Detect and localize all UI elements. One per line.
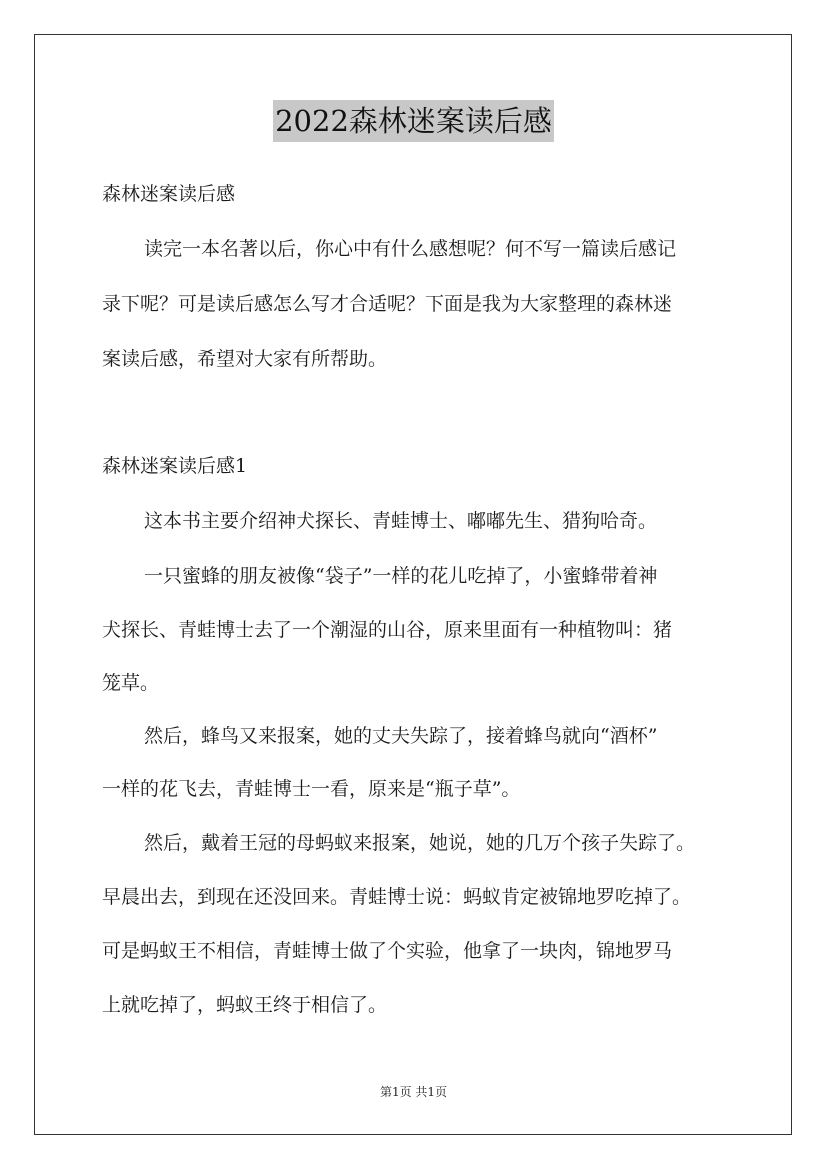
- intro-line: 读完一本名著以后，你心中有什么感想呢？何不写一篇读后感记: [144, 238, 677, 260]
- body-line: 然后，蜂鸟又来报案，她的丈夫失踪了，接着蜂鸟就向“酒杯”: [144, 725, 658, 747]
- document-title: 2022森林迷案读后感: [273, 100, 554, 142]
- body-line: 这本书主要介绍神犬探长、青蛙博士、嘟嘟先生、猎狗哈奇。: [144, 510, 658, 532]
- intro-line: 案读后感，希望对大家有所帮助。: [102, 348, 388, 370]
- body-line: 一只蜜蜂的朋友被像“袋子”一样的花儿吃掉了，小蜜蜂带着神: [144, 565, 658, 587]
- body-line: 早晨出去，到现在还没回来。青蛙博士说：蚂蚁肯定被锦地罗吃掉了。: [102, 886, 692, 908]
- title-container: [0, 100, 827, 142]
- body-line: 上就吃掉了，蚂蚁王终于相信了。: [102, 994, 388, 1016]
- body-line: 笼草。: [102, 672, 160, 694]
- body-line: 一样的花飞去，青蛙博士一看，原来是“瓶子草”。: [102, 778, 521, 800]
- section-heading: 森林迷案读后感1: [102, 455, 248, 477]
- intro-line: 录下呢？可是读后感怎么写才合适呢？下面是我为大家整理的森林迷: [102, 293, 673, 315]
- body-line: 然后，戴着王冠的母蚂蚁来报案，她说，她的几万个孩子失踪了。: [144, 832, 696, 854]
- document-subtitle: 森林迷案读后感: [102, 183, 236, 205]
- page-footer: 第1页 共1页: [379, 1085, 448, 1099]
- body-line: 可是蚂蚁王不相信，青蛙博士做了个实验，他拿了一块肉，锦地罗马: [102, 940, 673, 962]
- body-line: 犬探长、青蛙博士去了一个潮湿的山谷，原来里面有一种植物叫：猪: [102, 619, 673, 641]
